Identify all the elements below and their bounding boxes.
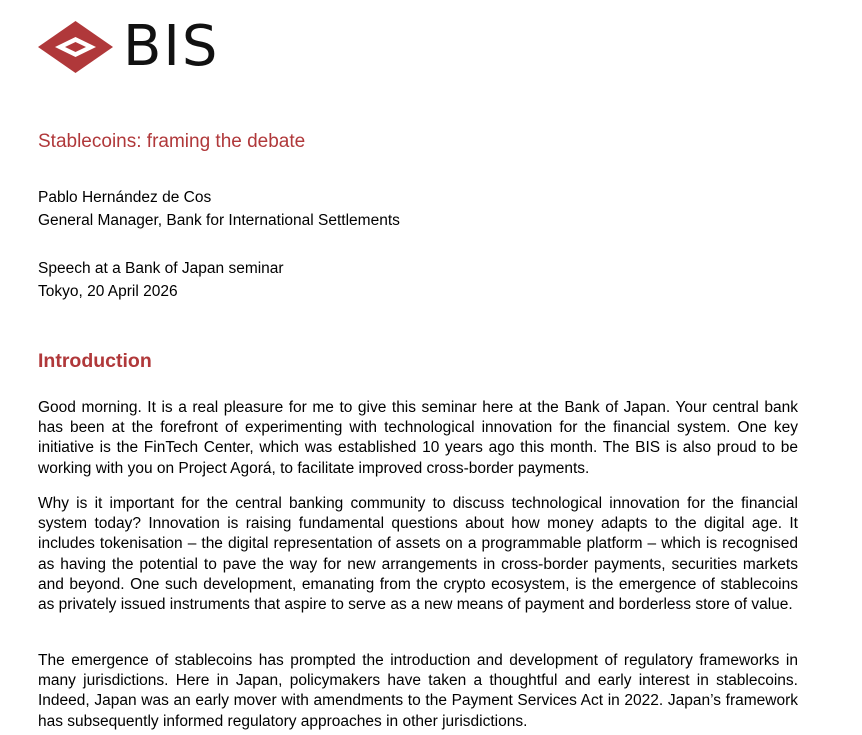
document-title: Stablecoins: framing the debate <box>38 131 306 152</box>
bis-logo <box>38 14 220 79</box>
paragraph-1: Good morning. It is a real pleasure for me to give this seminar here at the Bank of Japan. Your central bank has been at the forefront of experimenting with technological innovation for the financial system. One key initiative is the FinTech Center, which was established 10 years ago this month. The BIS is also proud to be working with you on Project Agorá, to facilitate improved cross-border payments. <box>38 399 798 477</box>
event-description: Speech at a Bank of Japan seminar <box>38 260 284 277</box>
event-place-date: Tokyo, 20 April 2026 <box>38 283 178 300</box>
author-role: General Manager, Bank for International Settlements <box>38 212 400 229</box>
section-heading: Introduction <box>38 350 152 372</box>
paragraph-3: The emergence of stablecoins has prompted the introduction and development of regulatory frameworks in many jurisdictions. Here in Japan, policymakers have taken a thoughtful and early interest in stablecoins. Indeed, Japan was an early mover with amendments to the Payment Services Act in 2022. Japan’s framework has subsequently informed regulatory approaches in other jurisdictions. <box>38 652 798 730</box>
paragraph-2: Why is it important for the central banking community to discuss technological innovation for the financial system today? Innovation is raising fundamental questions about how money adapts to the digital age. It includes tokenisation – the digital representation of assets on a programmable platform – which is recognised as having the potential to pave the way for new arrangements in cross-border payments, securities markets and beyond. One such development, emanating from the crypto ecosystem, is the emergence of stablecoins as privately issued instruments that aspire to serve as a new means of payment and borderless store of value. <box>38 495 798 614</box>
logo-text: BIS <box>123 14 220 79</box>
bis-diamond-logo-icon <box>38 21 113 73</box>
author-name: Pablo Hernández de Cos <box>38 189 212 206</box>
author-block <box>38 186 400 232</box>
event-block <box>38 257 284 303</box>
